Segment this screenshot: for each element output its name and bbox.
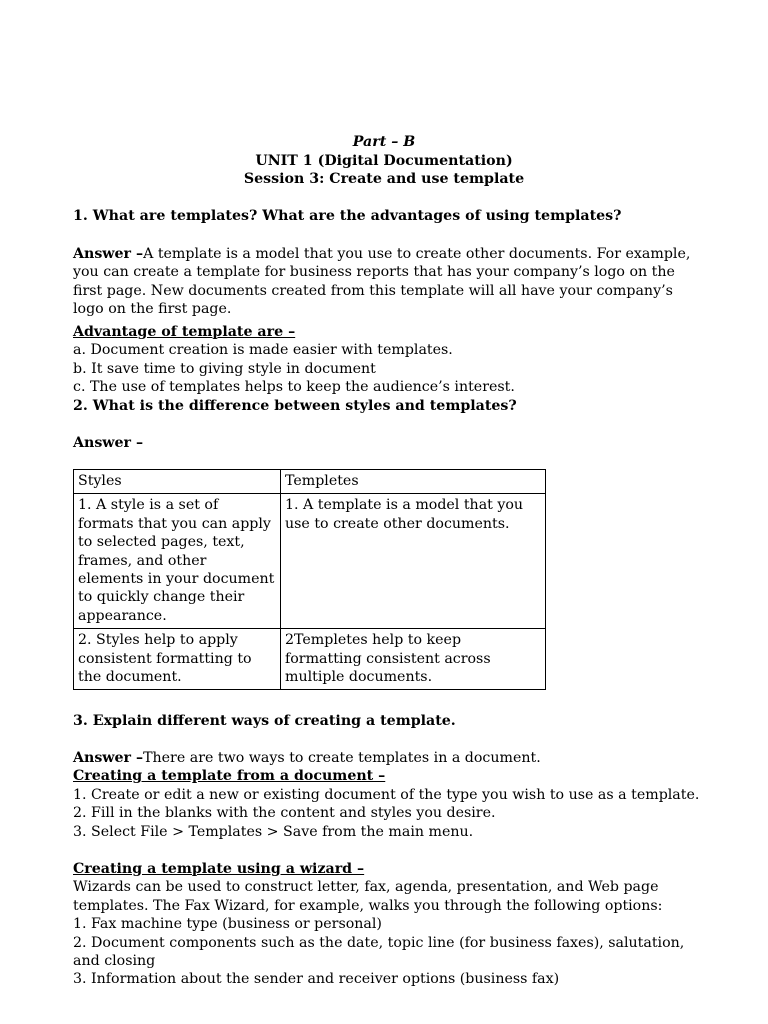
wizard-line-5: and closing bbox=[73, 953, 156, 970]
table-row bbox=[74, 629, 546, 690]
part-label: Part – B bbox=[352, 134, 416, 150]
wizard-heading: Creating a template using a wizard – bbox=[73, 861, 365, 877]
styles-vs-templates-table bbox=[73, 469, 546, 690]
answer-3-text: There are two ways to create templates in a document. bbox=[143, 750, 541, 766]
table-cell: 2Templetes help to keep formatting consistent across multiple documents. bbox=[281, 629, 546, 690]
answer-3 bbox=[73, 749, 700, 841]
advantage-item-b: b. It save time to giving style in document bbox=[73, 360, 376, 377]
question-2: 2. What is the difference between styles and templates? bbox=[73, 397, 517, 414]
unit-title: UNIT 1 (Digital Documentation) bbox=[255, 153, 513, 169]
advantage-item-a: a. Document creation is made easier with templates. bbox=[73, 342, 453, 359]
advantages-heading: Advantage of template are – bbox=[73, 324, 296, 340]
session-title: Session 3: Create and use template bbox=[243, 171, 525, 187]
doc-step-3: 3. Select File > Templates > Save from the main menu. bbox=[73, 823, 474, 840]
table-header-row bbox=[74, 470, 546, 494]
table-header-templetes: Templetes bbox=[281, 470, 546, 494]
advantage-item-c: c. The use of templates helps to keep the audience’s interest. bbox=[73, 379, 515, 396]
answer-1 bbox=[73, 245, 693, 319]
wizard-line-1: Wizards can be used to construct letter, fax, agenda, presentation, and Web page bbox=[73, 879, 659, 896]
answer-1-line-1: A template is a model that you use to create other documents. For example, bbox=[143, 246, 691, 262]
table-cell: 1. A template is a model that you use to create other documents. bbox=[281, 494, 546, 629]
table-cell: 1. A style is a set of formats that you can apply to selected pages, text, frames, and other elements in your document to quickly change their appearance. bbox=[74, 494, 281, 629]
from-document-heading: Creating a template from a document – bbox=[73, 768, 386, 785]
question-1: 1. What are templates? What are the advantages of using templates? bbox=[73, 208, 622, 224]
advantages-block bbox=[73, 323, 693, 415]
question-3: 3. Explain different ways of creating a template. bbox=[73, 713, 456, 729]
wizard-line-4: 2. Document components such as the date, topic line (for business faxes), salutation, bbox=[73, 934, 685, 951]
table-cell: 2. Styles help to apply consistent formatting to the document. bbox=[74, 629, 281, 690]
doc-step-2: 2. Fill in the blanks with the content and styles you desire. bbox=[73, 805, 496, 822]
wizard-line-3: 1. Fax machine type (business or personal) bbox=[73, 916, 382, 933]
wizard-block bbox=[73, 860, 693, 989]
answer-2-label: Answer – bbox=[73, 435, 144, 451]
table-row bbox=[74, 494, 546, 629]
table-header-styles: Styles bbox=[74, 470, 281, 494]
doc-step-1: 1. Create or edit a new or existing document of the type you wish to use as a template. bbox=[73, 786, 700, 803]
wizard-line-6: 3. Information about the sender and receiver options (business fax) bbox=[73, 971, 560, 988]
answer-3-label: Answer – bbox=[73, 750, 144, 766]
answer-1-label: Answer – bbox=[73, 246, 144, 262]
answer-1-line-4: logo on the first page. bbox=[73, 301, 232, 318]
answer-1-line-2: you can create a template for business reports that has your company’s logo on the bbox=[73, 264, 675, 281]
answer-1-line-3: first page. New documents created from this template will all have your company’s bbox=[73, 282, 673, 299]
wizard-line-2: templates. The Fax Wizard, for example, walks you through the following options: bbox=[73, 897, 663, 914]
